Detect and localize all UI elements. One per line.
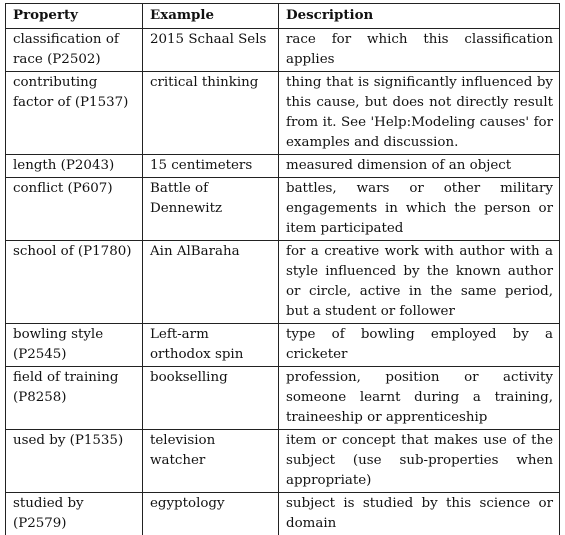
table-row [6,324,560,367]
example-cell: bookselling [143,367,279,430]
description-cell: type of bowling employed by a cricketer [279,324,560,367]
table-row [6,72,560,155]
table-row [6,155,560,178]
example-cell: egyptology [143,493,279,535]
property-cell: field of training (P8258) [6,367,143,430]
description-cell: subject is studied by this science or domain [279,493,560,535]
property-cell: used by (P1535) [6,430,143,493]
column-header-example: Example [143,4,279,29]
property-cell: conflict (P607) [6,178,143,241]
description-cell: profession, position or activity someone learnt during a training, traineeship or apprenticeship [279,367,560,430]
description-cell: battles, wars or other military engagements in which the person or item participated [279,178,560,241]
property-cell: bowling style (P2545) [6,324,143,367]
property-cell: classification of race (P2502) [6,29,143,72]
description-cell: item or concept that makes use of the subject (use sub-properties when appropriate) [279,430,560,493]
table-row [6,29,560,72]
table-row [6,178,560,241]
example-cell: 2015 Schaal Sels [143,29,279,72]
table-header-row [6,4,560,29]
table-row [6,241,560,324]
description-cell: race for which this classification applies [279,29,560,72]
property-cell: length (P2043) [6,155,143,178]
description-cell: measured dimension of an object [279,155,560,178]
example-cell: Battle of Dennewitz [143,178,279,241]
example-cell: critical thinking [143,72,279,155]
description-cell: thing that is significantly influenced by this cause, but does not directly result from it. See 'Help:Modeling causes' for examples and discussion. [279,72,560,155]
example-cell: Left-arm orthodox spin [143,324,279,367]
column-header-property: Property [6,4,143,29]
example-cell: 15 centimeters [143,155,279,178]
property-cell: studied by (P2579) [6,493,143,535]
table-row [6,430,560,493]
example-cell: television watcher [143,430,279,493]
table-row [6,493,560,535]
property-cell: school of (P1780) [6,241,143,324]
property-cell: contributing factor of (P1537) [6,72,143,155]
table-row [6,367,560,430]
property-table [5,3,560,535]
column-header-description: Description [279,4,560,29]
example-cell: Ain AlBaraha [143,241,279,324]
description-cell: for a creative work with author with a style influenced by the known author or circle, active in the same period, but a student or follower [279,241,560,324]
